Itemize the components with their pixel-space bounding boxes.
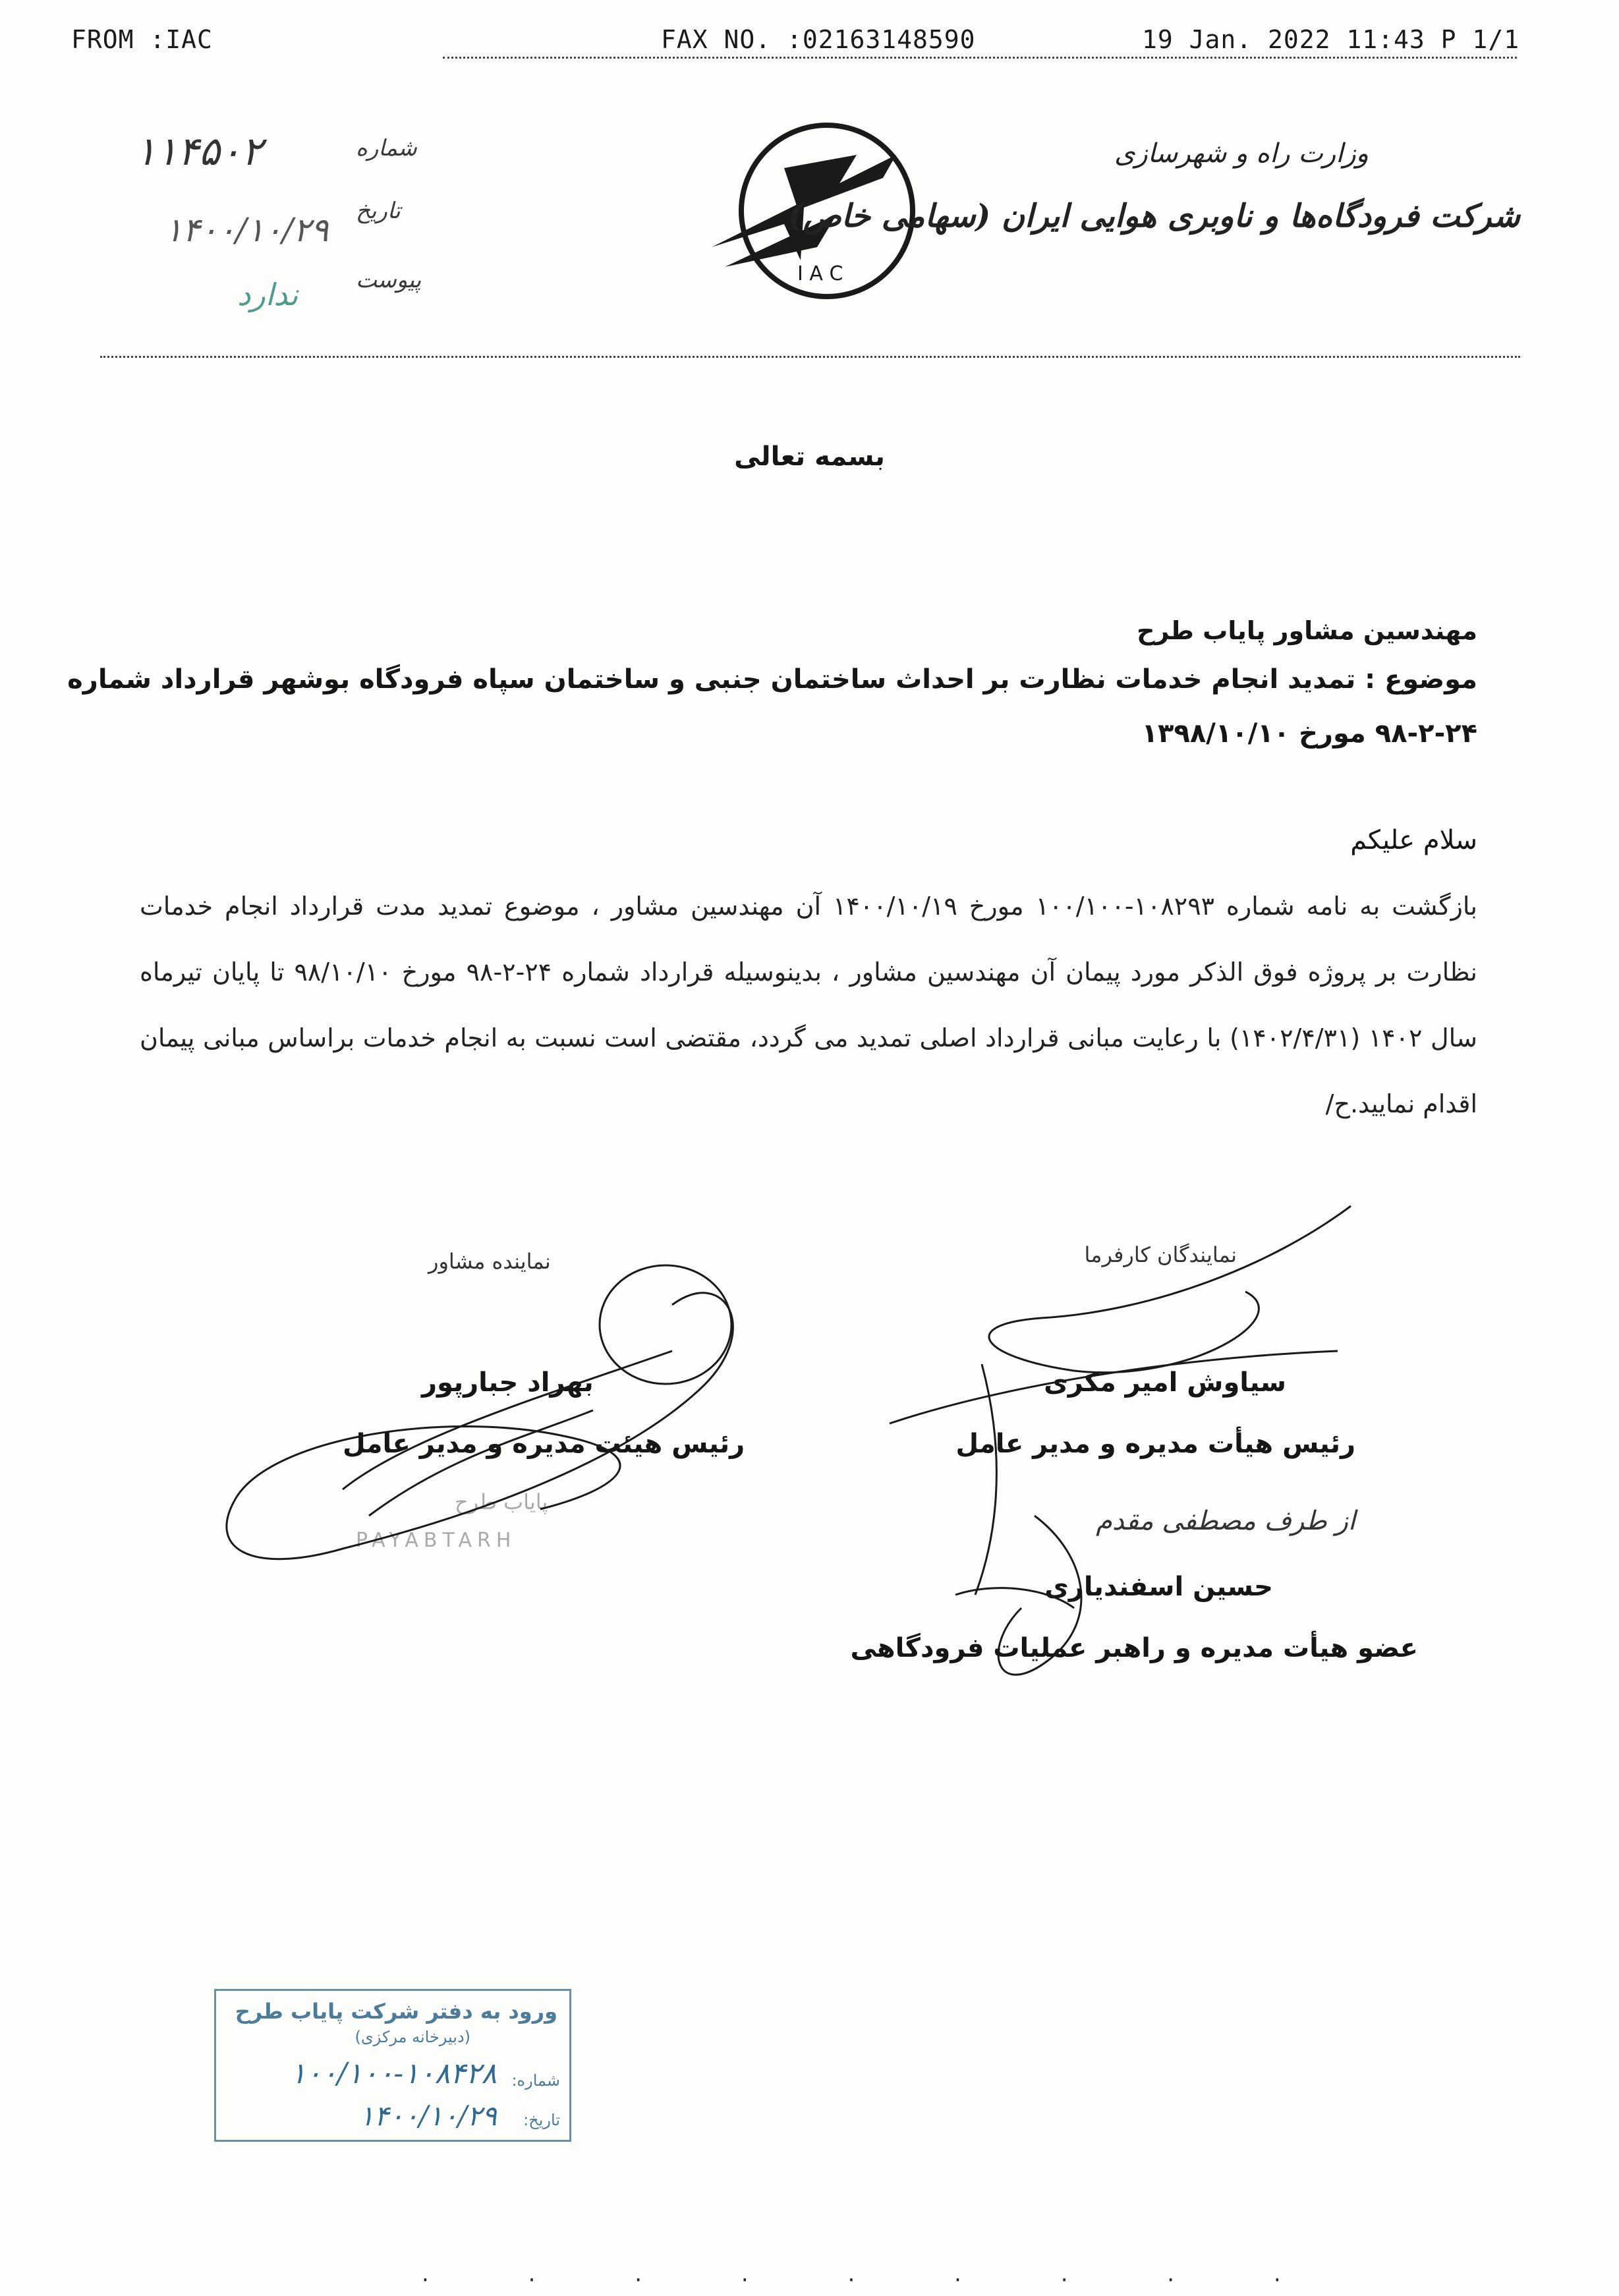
- letter-number-value: ۱۱۴۵۰۲: [135, 129, 263, 175]
- letter-attachment-label: پیوست: [356, 267, 422, 293]
- letter-number-label: شماره: [356, 135, 417, 161]
- subject-line-1: موضوع : تمدید انجام خدمات نظارت بر احداث ساختمان جنبی و ساختمان سپاه فرودگاه بوشهر قرارداد شماره: [67, 664, 1477, 695]
- logo-text: I A C: [797, 262, 843, 285]
- employer-signature: [876, 1186, 1417, 1727]
- receipt-date-value: ۱۴۰۰/۱۰/۲۹: [359, 2100, 497, 2132]
- consultant-title: رئیس هیئت مدیره و مدیر عامل: [343, 1429, 745, 1459]
- receipt-stamp-subtitle: (دبیرخانه مرکزی): [355, 2028, 470, 2046]
- receipt-stamp: [214, 1989, 571, 2142]
- footer-marks: · · · · · · · · ·: [422, 2267, 1327, 2293]
- letterhead-divider: [100, 356, 1520, 358]
- consultant-name: بهراد جبارپور: [422, 1367, 594, 1398]
- employer-handnote: از طرف مصطفی مقدم: [1096, 1506, 1355, 1536]
- company-name: شرکت فرودگاه‌ها و ناوبری هوایی ایران (سهامی خاص): [788, 198, 1520, 235]
- subject-line-2: ۹۸-۲-۲۴ مورخ ۱۳۹۸/۱۰/۱۰: [1141, 718, 1477, 749]
- fax-divider: [443, 57, 1517, 59]
- letter-attachment-value: ندارد: [237, 277, 298, 312]
- employer-title-2: عضو هیأت مدیره و راهبر عملیات فرودگاهی: [850, 1633, 1418, 1663]
- consultant-signature: [198, 1239, 778, 1648]
- employer-caption: نمایندگان کارفرما: [1084, 1242, 1237, 1267]
- employer-title-1: رئیس هیأت مدیره و مدیر عامل: [955, 1429, 1355, 1459]
- employer-name-1: سیاوش امیر مکری: [1044, 1367, 1286, 1398]
- receipt-stamp-title: ورود به دفتر شرکت پایاب طرح: [235, 1999, 557, 2024]
- fax-datetime: 19 Jan. 2022 11:43 P 1/1: [1142, 25, 1520, 54]
- fax-number: FAX NO. :02163148590: [661, 25, 976, 54]
- letter-date-label: تاریخ: [356, 198, 401, 224]
- receipt-number-value: ۱۰۰/۱۰۰-۱۰۸۴۲۸: [290, 2057, 497, 2090]
- greeting: سلام علیکم: [1350, 825, 1477, 855]
- letter-body: بازگشت به نامه شماره ۱۰۸۲۹۳-۱۰۰/۱۰۰ مورخ ۱۴۰۰/۱۰/۱۹ آن مهندسین مشاور ، موضوع تمدید مدت قرارداد انجام خدمات نظارت بر پروژه فوق الذکر مورد پیمان آن مهندسین مشاور ، بدینوسیله قرارداد شماره ۲۴-۲-۹۸ مورخ ۹۸/۱۰/۱۰ تا پایان تیرماه سال ۱۴۰۲ (۱۴۰۲/۴/۳۱) با رعایت مبانی قرارداد اصلی تمدید می گردد، مقتضی است نسبت به انجام خدمات براساس مبانی پیمان اقدام نمایید.ح/: [140, 892, 1477, 1118]
- letter-date-value: ۱۴۰۰/۱۰/۲۹: [165, 211, 329, 249]
- consultant-caption: نماینده مشاور: [428, 1249, 551, 1274]
- fax-from: FROM :IAC: [71, 25, 213, 54]
- employer-name-2: حسین اسفندیاری: [1044, 1572, 1273, 1602]
- recipient: مهندسین مشاور پایاب طرح: [1137, 616, 1477, 645]
- receipt-date-label: تاریخ:: [523, 2111, 560, 2129]
- consultant-stamp-name-fa: پایاب طرح: [455, 1489, 548, 1514]
- receipt-number-label: شماره:: [511, 2071, 560, 2090]
- consultant-stamp-name: PAYABTARH: [356, 1529, 517, 1552]
- invocation: بسمه تعالی: [734, 442, 885, 472]
- ministry-name: وزارت راه و شهرسازی: [1114, 138, 1369, 169]
